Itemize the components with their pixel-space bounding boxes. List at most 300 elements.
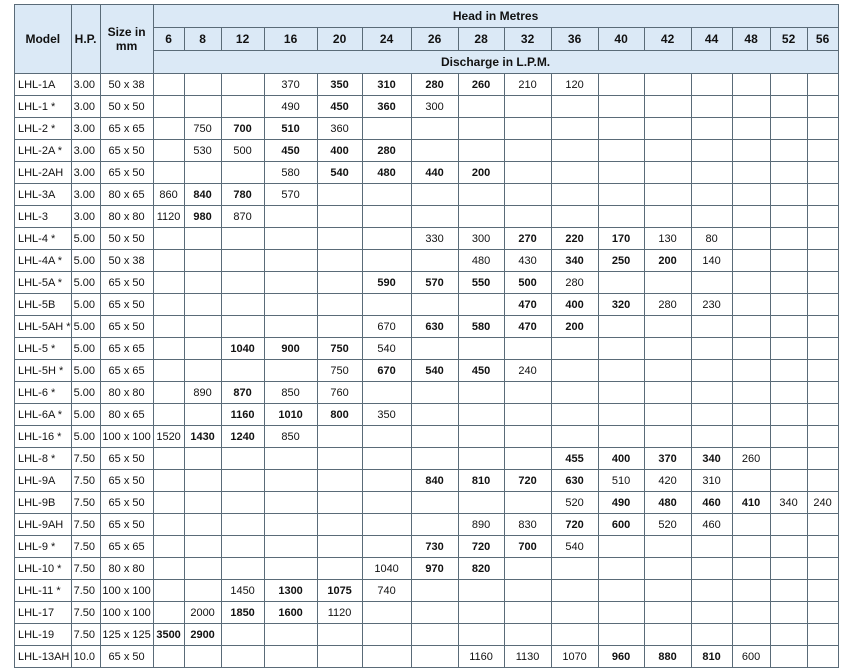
discharge-cell: 210	[504, 74, 551, 96]
discharge-cell	[504, 96, 551, 118]
size-cell: 65 x 50	[100, 448, 153, 470]
hp-cell: 7.50	[71, 514, 100, 536]
discharge-cell	[184, 404, 221, 426]
discharge-cell	[184, 492, 221, 514]
discharge-cell	[458, 426, 504, 448]
hp-cell: 7.50	[71, 470, 100, 492]
discharge-cell	[691, 558, 732, 580]
discharge-cell	[598, 602, 644, 624]
discharge-cell	[598, 206, 644, 228]
discharge-cell	[551, 404, 598, 426]
discharge-cell: 630	[551, 470, 598, 492]
discharge-cell	[184, 514, 221, 536]
discharge-cell: 450	[317, 96, 362, 118]
discharge-cell	[770, 382, 807, 404]
table-row	[15, 140, 839, 162]
discharge-cell	[264, 514, 317, 536]
discharge-cell	[264, 536, 317, 558]
discharge-cell: 80	[691, 228, 732, 250]
discharge-cell	[221, 448, 264, 470]
hp-cell: 7.50	[71, 580, 100, 602]
discharge-cell	[770, 118, 807, 140]
discharge-cell	[770, 272, 807, 294]
discharge-cell	[264, 316, 317, 338]
discharge-cell: 590	[362, 272, 411, 294]
discharge-cell	[221, 558, 264, 580]
discharge-cell: 400	[551, 294, 598, 316]
model-cell: LHL-11 *	[15, 580, 72, 602]
discharge-cell	[807, 316, 838, 338]
discharge-cell	[184, 360, 221, 382]
discharge-cell	[504, 624, 551, 646]
discharge-cell: 1130	[504, 646, 551, 668]
discharge-cell	[184, 316, 221, 338]
discharge-cell: 1075	[317, 580, 362, 602]
discharge-cell: 260	[458, 74, 504, 96]
discharge-cell	[264, 294, 317, 316]
hp-cell: 7.50	[71, 624, 100, 646]
discharge-cell	[807, 184, 838, 206]
discharge-cell	[770, 250, 807, 272]
discharge-cell: 720	[551, 514, 598, 536]
head-value-header: 6	[153, 28, 184, 51]
table-row	[15, 228, 839, 250]
discharge-cell	[770, 514, 807, 536]
table-row	[15, 184, 839, 206]
discharge-cell: 370	[264, 74, 317, 96]
discharge-cell	[221, 360, 264, 382]
discharge-cell	[153, 514, 184, 536]
model-cell: LHL-5B	[15, 294, 72, 316]
discharge-cell	[691, 118, 732, 140]
discharge-cell	[317, 558, 362, 580]
table-row	[15, 162, 839, 184]
discharge-cell	[732, 338, 770, 360]
discharge-cell	[411, 580, 458, 602]
model-cell: LHL-2 *	[15, 118, 72, 140]
model-cell: LHL-5A *	[15, 272, 72, 294]
size-cell: 50 x 38	[100, 74, 153, 96]
hp-cell: 5.00	[71, 228, 100, 250]
discharge-cell	[317, 250, 362, 272]
head-value-header: 40	[598, 28, 644, 51]
discharge-cell	[598, 382, 644, 404]
discharge-cell	[770, 558, 807, 580]
discharge-cell	[644, 536, 691, 558]
discharge-cell	[153, 162, 184, 184]
discharge-cell: 750	[317, 338, 362, 360]
discharge-cell: 720	[458, 536, 504, 558]
table-row	[15, 294, 839, 316]
discharge-cell	[770, 426, 807, 448]
discharge-cell	[732, 206, 770, 228]
discharge-cell: 900	[264, 338, 317, 360]
discharge-cell	[362, 206, 411, 228]
discharge-cell: 840	[184, 184, 221, 206]
hp-cell: 5.00	[71, 294, 100, 316]
discharge-cell: 340	[770, 492, 807, 514]
discharge-cell	[807, 294, 838, 316]
head-value-header: 36	[551, 28, 598, 51]
size-cell: 65 x 50	[100, 470, 153, 492]
model-cell: LHL-2AH	[15, 162, 72, 184]
discharge-cell	[732, 602, 770, 624]
discharge-cell: 310	[691, 470, 732, 492]
discharge-cell	[644, 580, 691, 602]
discharge-cell	[691, 624, 732, 646]
discharge-cell: 530	[184, 140, 221, 162]
discharge-cell	[221, 470, 264, 492]
discharge-cell	[411, 184, 458, 206]
size-cell: 50 x 50	[100, 228, 153, 250]
discharge-cell: 670	[362, 316, 411, 338]
discharge-cell	[598, 184, 644, 206]
discharge-cell	[411, 382, 458, 404]
discharge-cell	[807, 140, 838, 162]
discharge-cell	[458, 338, 504, 360]
discharge-cell	[317, 448, 362, 470]
hp-cell: 5.00	[71, 426, 100, 448]
discharge-cell: 800	[317, 404, 362, 426]
discharge-cell	[504, 338, 551, 360]
discharge-cell	[362, 514, 411, 536]
size-cell: 65 x 50	[100, 492, 153, 514]
discharge-cell	[362, 448, 411, 470]
pump-performance-table-container	[14, 4, 839, 668]
discharge-cell: 830	[504, 514, 551, 536]
discharge-cell	[807, 228, 838, 250]
discharge-cell	[362, 294, 411, 316]
model-cell: LHL-3A	[15, 184, 72, 206]
discharge-cell	[153, 404, 184, 426]
discharge-cell	[458, 448, 504, 470]
table-row	[15, 316, 839, 338]
discharge-cell	[644, 96, 691, 118]
discharge-cell: 840	[411, 470, 458, 492]
discharge-cell	[184, 470, 221, 492]
discharge-cell	[732, 96, 770, 118]
size-cell: 50 x 50	[100, 96, 153, 118]
discharge-cell	[504, 206, 551, 228]
discharge-cell	[770, 228, 807, 250]
discharge-cell: 270	[504, 228, 551, 250]
table-row	[15, 404, 839, 426]
table-row	[15, 492, 839, 514]
discharge-cell	[362, 250, 411, 272]
model-cell: LHL-1 *	[15, 96, 72, 118]
discharge-cell	[184, 338, 221, 360]
pump-performance-table	[14, 4, 839, 668]
discharge-cell	[362, 118, 411, 140]
discharge-cell	[644, 426, 691, 448]
size-cell: 100 x 100	[100, 602, 153, 624]
discharge-cell	[184, 646, 221, 668]
discharge-cell	[770, 470, 807, 492]
discharge-cell: 220	[551, 228, 598, 250]
discharge-cell	[807, 558, 838, 580]
discharge-cell: 1040	[221, 338, 264, 360]
head-in-metres-title: Head in Metres	[153, 5, 838, 28]
discharge-cell	[317, 228, 362, 250]
discharge-cell: 850	[264, 426, 317, 448]
discharge-cell	[317, 294, 362, 316]
discharge-cell	[411, 338, 458, 360]
discharge-cell	[362, 228, 411, 250]
size-cell: 80 x 80	[100, 206, 153, 228]
discharge-cell: 570	[411, 272, 458, 294]
discharge-cell: 350	[362, 404, 411, 426]
table-row	[15, 514, 839, 536]
discharge-cell	[504, 162, 551, 184]
discharge-cell	[184, 228, 221, 250]
table-row	[15, 118, 839, 140]
discharge-cell	[362, 426, 411, 448]
head-value-header: 8	[184, 28, 221, 51]
discharge-cell	[184, 96, 221, 118]
discharge-cell: 2000	[184, 602, 221, 624]
discharge-cell	[691, 338, 732, 360]
discharge-cell	[644, 338, 691, 360]
discharge-cell	[317, 206, 362, 228]
discharge-cell	[732, 140, 770, 162]
discharge-cell	[807, 96, 838, 118]
size-cell: 65 x 65	[100, 118, 153, 140]
discharge-cell	[770, 338, 807, 360]
discharge-cell: 740	[362, 580, 411, 602]
discharge-cell	[598, 162, 644, 184]
discharge-cell: 370	[644, 448, 691, 470]
discharge-cell	[317, 316, 362, 338]
hp-cell: 3.00	[71, 74, 100, 96]
hp-cell: 7.50	[71, 448, 100, 470]
discharge-cell: 490	[598, 492, 644, 514]
discharge-cell	[551, 118, 598, 140]
discharge-cell	[411, 250, 458, 272]
discharge-cell	[770, 184, 807, 206]
discharge-cell: 340	[551, 250, 598, 272]
discharge-cell	[184, 558, 221, 580]
discharge-cell: 890	[458, 514, 504, 536]
discharge-cell: 960	[598, 646, 644, 668]
discharge-cell	[411, 492, 458, 514]
discharge-cell	[691, 74, 732, 96]
discharge-cell	[644, 602, 691, 624]
discharge-cell: 580	[264, 162, 317, 184]
discharge-cell	[807, 426, 838, 448]
discharge-cell	[458, 184, 504, 206]
discharge-cell	[807, 382, 838, 404]
discharge-cell: 470	[504, 294, 551, 316]
discharge-cell	[644, 140, 691, 162]
discharge-cell	[807, 602, 838, 624]
discharge-cell: 340	[691, 448, 732, 470]
discharge-cell	[551, 558, 598, 580]
hp-cell: 5.00	[71, 272, 100, 294]
head-value-header: 12	[221, 28, 264, 51]
model-cell: LHL-10 *	[15, 558, 72, 580]
discharge-cell	[691, 206, 732, 228]
discharge-cell: 670	[362, 360, 411, 382]
discharge-cell: 1160	[458, 646, 504, 668]
discharge-cell: 280	[411, 74, 458, 96]
discharge-cell	[732, 624, 770, 646]
discharge-cell	[153, 646, 184, 668]
discharge-cell: 540	[411, 360, 458, 382]
discharge-cell	[221, 316, 264, 338]
discharge-cell: 520	[551, 492, 598, 514]
head-value-header: 42	[644, 28, 691, 51]
discharge-cell	[644, 382, 691, 404]
discharge-cell	[264, 206, 317, 228]
table-row	[15, 382, 839, 404]
model-cell: LHL-5H *	[15, 360, 72, 382]
discharge-cell	[317, 536, 362, 558]
discharge-cell: 460	[691, 492, 732, 514]
discharge-cell	[221, 272, 264, 294]
hp-cell: 3.00	[71, 162, 100, 184]
discharge-cell	[691, 140, 732, 162]
size-cell: 65 x 65	[100, 360, 153, 382]
discharge-cell	[770, 624, 807, 646]
discharge-cell: 300	[458, 228, 504, 250]
discharge-cell: 810	[691, 646, 732, 668]
discharge-cell	[551, 602, 598, 624]
discharge-cell: 1120	[317, 602, 362, 624]
discharge-cell	[644, 206, 691, 228]
discharge-cell	[221, 96, 264, 118]
discharge-cell: 200	[551, 316, 598, 338]
model-column-header: Model	[15, 5, 72, 74]
discharge-cell	[691, 162, 732, 184]
discharge-cell	[153, 140, 184, 162]
discharge-cell	[551, 580, 598, 602]
model-cell: LHL-6 *	[15, 382, 72, 404]
discharge-cell	[807, 470, 838, 492]
size-cell: 80 x 80	[100, 558, 153, 580]
discharge-cell: 720	[504, 470, 551, 492]
discharge-cell	[153, 316, 184, 338]
discharge-cell: 510	[598, 470, 644, 492]
discharge-cell	[732, 294, 770, 316]
discharge-cell: 750	[317, 360, 362, 382]
hp-cell: 3.00	[71, 118, 100, 140]
discharge-cell	[411, 602, 458, 624]
discharge-cell	[770, 294, 807, 316]
discharge-cell	[732, 272, 770, 294]
discharge-cell	[691, 404, 732, 426]
discharge-cell: 1120	[153, 206, 184, 228]
discharge-cell	[551, 206, 598, 228]
model-cell: LHL-2A *	[15, 140, 72, 162]
discharge-cell	[362, 624, 411, 646]
discharge-cell	[770, 96, 807, 118]
model-cell: LHL-9 *	[15, 536, 72, 558]
discharge-cell	[551, 162, 598, 184]
discharge-cell	[317, 184, 362, 206]
discharge-cell: 350	[317, 74, 362, 96]
table-row	[15, 360, 839, 382]
discharge-cell	[362, 184, 411, 206]
discharge-cell: 540	[362, 338, 411, 360]
discharge-cell	[458, 96, 504, 118]
discharge-cell	[807, 118, 838, 140]
discharge-cell	[411, 624, 458, 646]
discharge-cell: 2900	[184, 624, 221, 646]
head-value-header: 26	[411, 28, 458, 51]
size-cell: 65 x 50	[100, 514, 153, 536]
model-cell: LHL-8 *	[15, 448, 72, 470]
discharge-cell	[221, 624, 264, 646]
table-row	[15, 206, 839, 228]
discharge-cell	[504, 492, 551, 514]
discharge-cell	[153, 338, 184, 360]
discharge-cell: 980	[184, 206, 221, 228]
discharge-cell	[153, 448, 184, 470]
discharge-cell	[317, 514, 362, 536]
head-value-header: 24	[362, 28, 411, 51]
discharge-title: Discharge in L.P.M.	[153, 51, 838, 74]
hp-cell: 7.50	[71, 536, 100, 558]
discharge-cell	[732, 74, 770, 96]
table-row	[15, 646, 839, 668]
discharge-cell	[691, 96, 732, 118]
size-column-header: Size in mm	[100, 5, 153, 74]
discharge-cell	[807, 74, 838, 96]
discharge-cell	[362, 382, 411, 404]
discharge-cell	[221, 646, 264, 668]
discharge-cell	[458, 492, 504, 514]
discharge-cell	[732, 536, 770, 558]
model-cell: LHL-4A *	[15, 250, 72, 272]
discharge-cell	[504, 448, 551, 470]
discharge-cell	[691, 272, 732, 294]
discharge-cell: 410	[732, 492, 770, 514]
discharge-cell: 760	[317, 382, 362, 404]
discharge-cell	[264, 360, 317, 382]
discharge-cell	[598, 360, 644, 382]
hp-cell: 5.00	[71, 316, 100, 338]
discharge-cell	[644, 272, 691, 294]
discharge-cell	[184, 580, 221, 602]
discharge-cell	[598, 558, 644, 580]
discharge-cell	[551, 382, 598, 404]
discharge-cell: 360	[362, 96, 411, 118]
discharge-cell: 3500	[153, 624, 184, 646]
discharge-cell: 850	[264, 382, 317, 404]
discharge-cell	[732, 514, 770, 536]
discharge-cell	[770, 316, 807, 338]
discharge-cell: 870	[221, 206, 264, 228]
head-value-header: 56	[807, 28, 838, 51]
discharge-cell	[770, 646, 807, 668]
table-row	[15, 448, 839, 470]
head-value-header: 16	[264, 28, 317, 51]
discharge-cell	[732, 118, 770, 140]
discharge-cell: 580	[458, 316, 504, 338]
model-cell: LHL-6A *	[15, 404, 72, 426]
discharge-cell	[732, 558, 770, 580]
size-cell: 65 x 50	[100, 294, 153, 316]
hp-cell: 5.00	[71, 250, 100, 272]
discharge-cell: 420	[644, 470, 691, 492]
size-cell: 65 x 50	[100, 272, 153, 294]
model-cell: LHL-16 *	[15, 426, 72, 448]
discharge-cell	[644, 118, 691, 140]
discharge-cell	[317, 646, 362, 668]
discharge-cell	[644, 624, 691, 646]
discharge-cell	[807, 536, 838, 558]
discharge-cell: 170	[598, 228, 644, 250]
